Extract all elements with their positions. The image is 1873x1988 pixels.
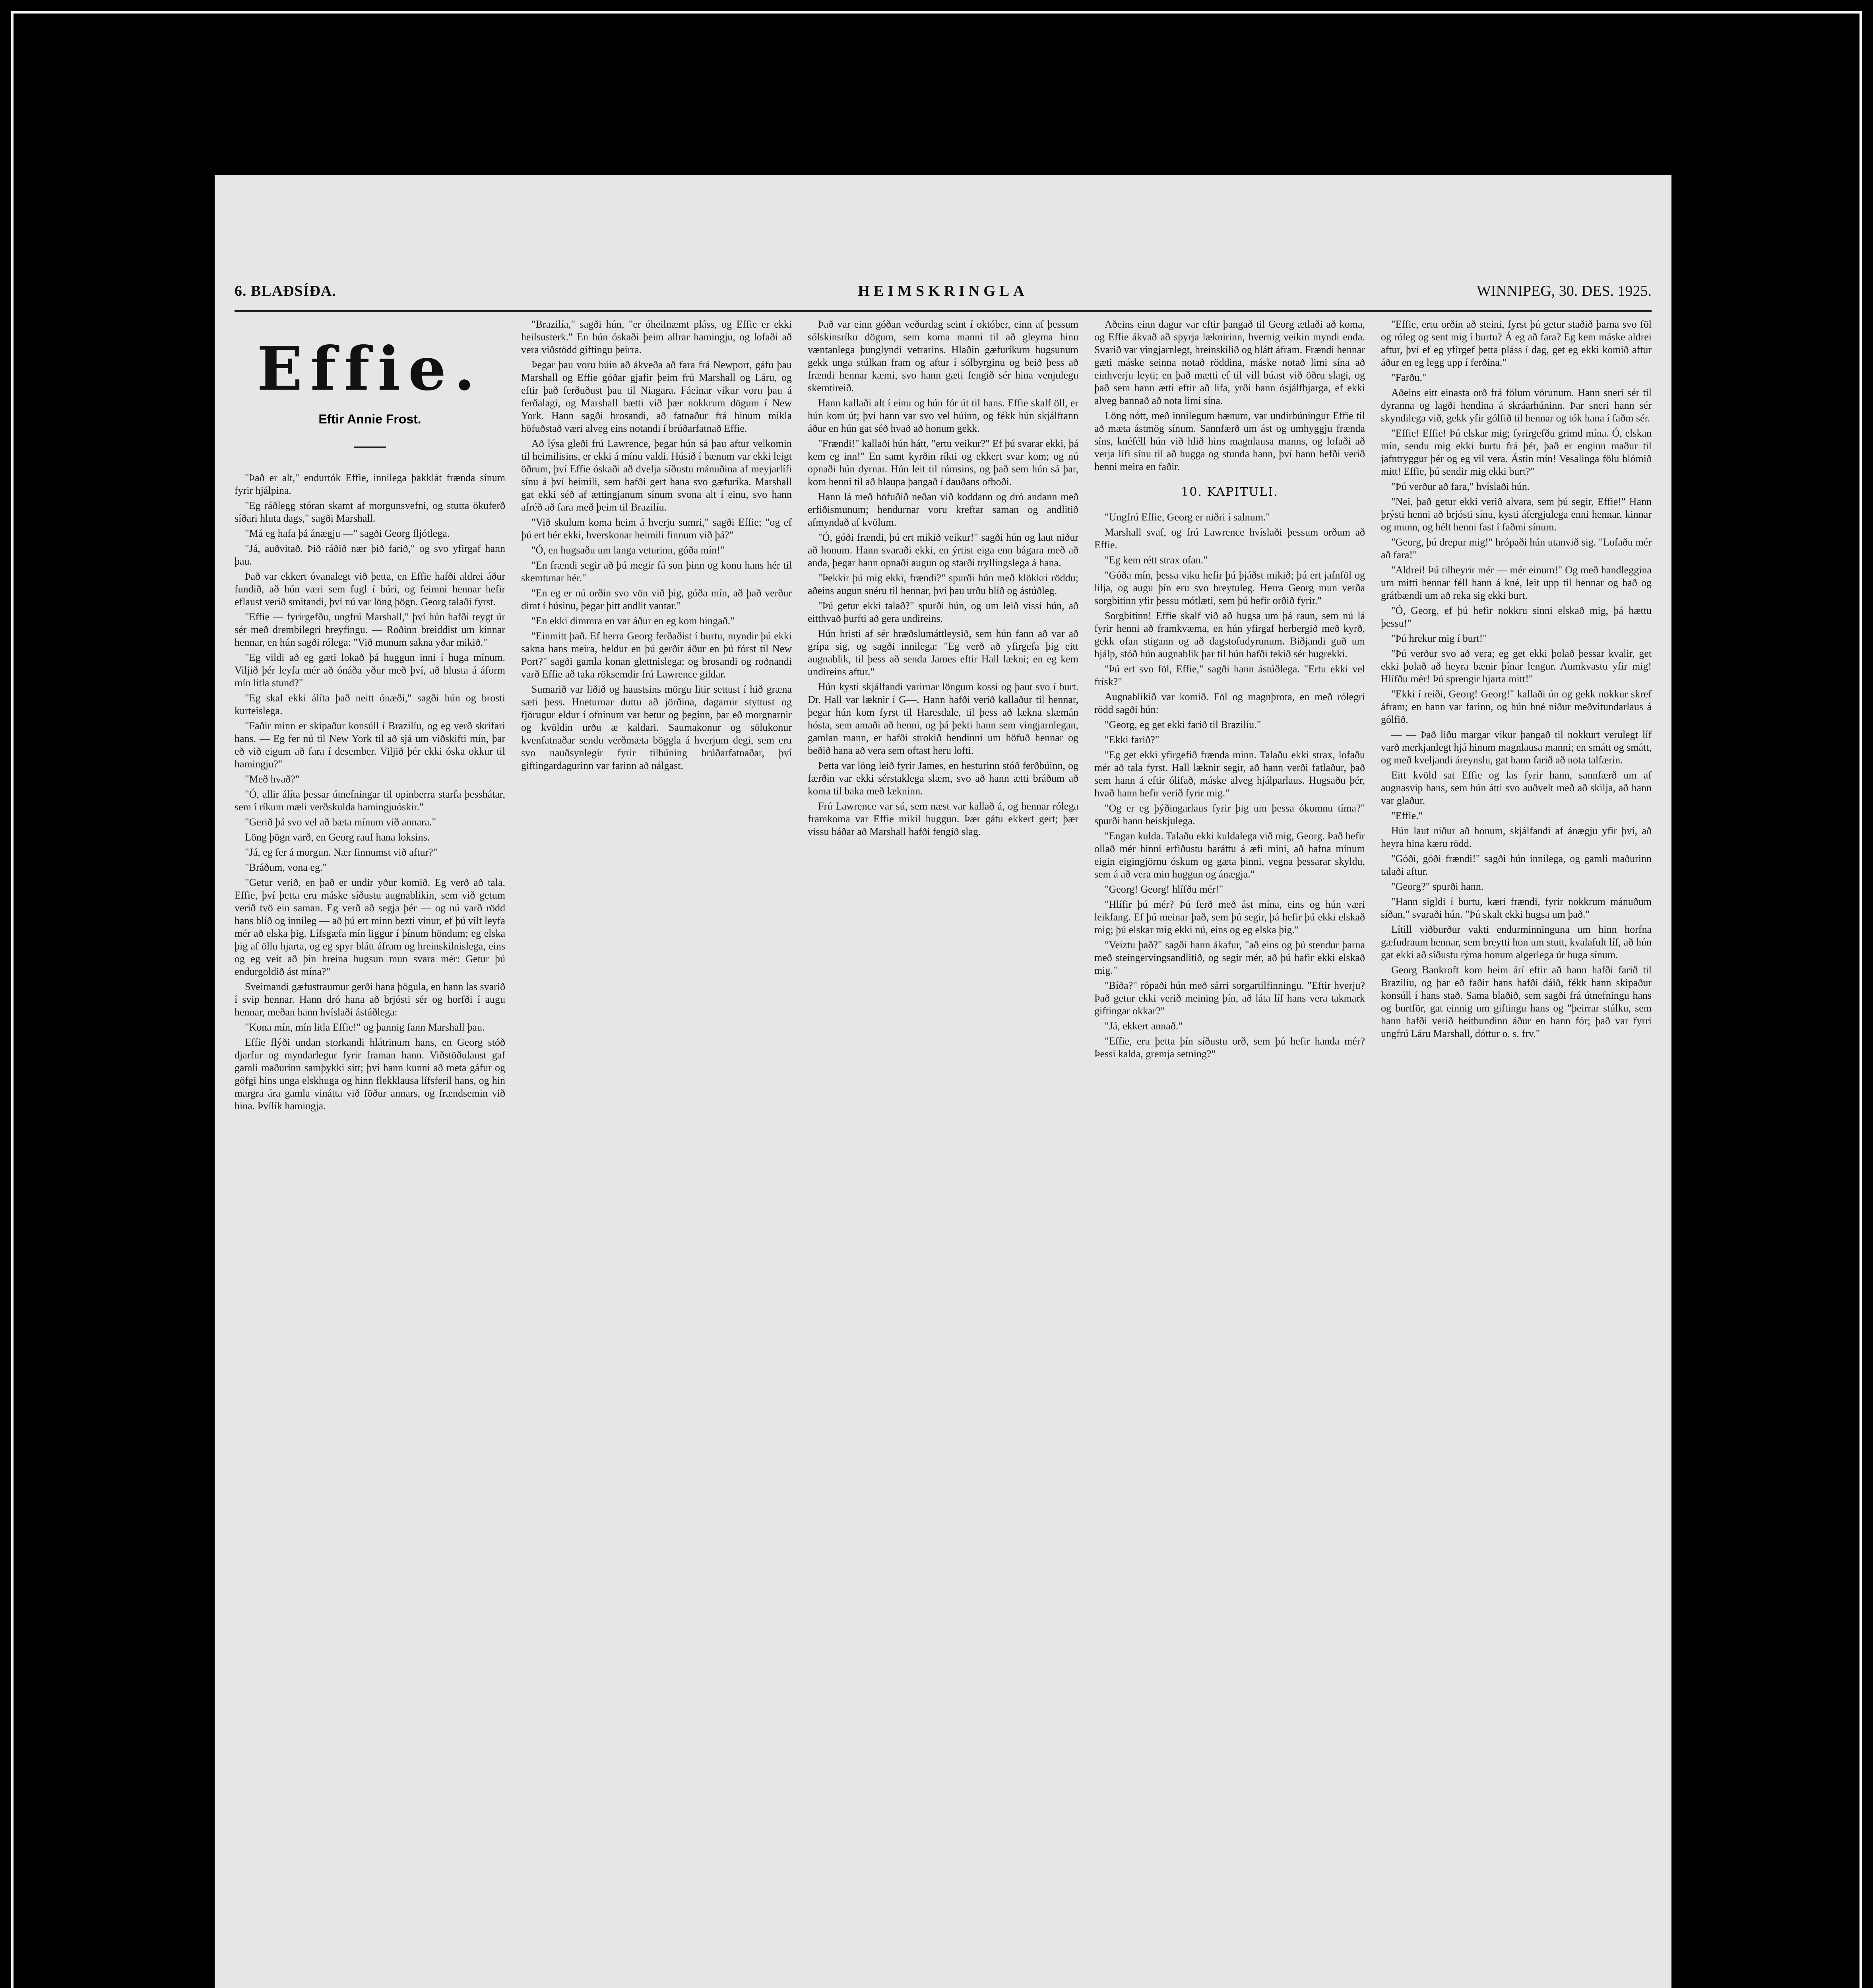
paragraph: "Ungfrú Effie, Georg er niðri í salnum." [1105,511,1270,523]
paragraph: "Bíða?" rópaði hún með sárri sorgartilfinningu. "Eftir hverju? Það getur ekki verið meining þín, að láta líf hans vera takmark giftingar okkar?" [1094,980,1365,1017]
column-2-text [521,318,792,772]
paragraph: "Bráðum, vona eg." [245,862,327,873]
paragraph: "Þekkir þú mig ekki, frændi?" spurði hún með klökkri röddu; aðeins augun snéru til hennar, því þau urðu blíð og ástúðleg. [808,572,1078,596]
masthead [235,282,1652,306]
paragraph: Frú Lawrence var sú, sem næst var kallað á, og hennar rólega framkoma var Effie mikil huggun. Þær gátu ekkert gert; þær vissu báðar að Marshall hafði fengið slag. [808,800,1078,837]
paragraph: Hann lá með höfuðið neðan við koddann og dró andann með erfiðismunum; hendurnar voru kreftar saman og andlitið afmyndað af kvölum. [808,491,1078,528]
paragraph: Það var einn góðan veðurdag seint í október, einn af þessum sólskinsríku dögum, sem koma manni til að gleyma hinu væntanlega þunglyndi vetrarins. Hlaðin gæfuríkum hugsunum gekk unga stúlkan fram og aftur í sólbyrginu og beið þess að frændi hennar kæmi, svo hann gæti fengið sér hina venjulegu skemtireið. [808,318,1078,394]
paragraph: "Veiztu það?" sagði hann ákafur, "að eins og þú stendur þarna með steingervingsandlitið, og segir mér, að þú hafir ekki elskað mig." [1094,939,1365,976]
column-5 [1381,318,1652,1988]
paragraph: "Georg! Georg! hlífðu mér!" [1105,883,1223,895]
paragraph: "Þú verður svo að vera; eg get ekki þolað þessar kvalir, get ekki þolað að heyra bænir þínar lengur. Aumkvastu yfir mig! Hlífðu mér! Þú sprengir hjarta mitt!" [1381,648,1652,685]
paragraph: Hún hristi af sér hræðslumáttleysið, sem hún fann að var að grípa sig, og sagði innilega: "Eg verð að yfirgefa þig eitt augnablik, til þess að senda James eftir Hall lækni; en eg kem undireins aftur." [808,628,1078,678]
paragraph: "Ekki farið?" [1105,734,1159,746]
paragraph: "Ó, góði frændi, þú ert mikið veikur!" sagði hún og laut niður að honum. Hann svaraði ekki, en ýrtist eiga enn bágara með að anda, þegar hann opnaði augun og starði tryllingslega á hana. [808,532,1078,569]
paragraph: "Þú hrekur mig í burt!" [1391,633,1487,644]
paragraph: Að lýsa gleði frú Lawrence, þegar hún sá þau aftur velkomin til heimilisins, er ekki á mínu valdi. Húsið í bænum var ekki leigt öðrum, því Effie óskaði að dvelja síðustu mánuðina af meyjarlífi sínu á því heimili, sem hafði gert hana svo gæfuríka. Marshall gat ekki séð af ættingjanum sínum svona alt í einu, svo hann afréð að fara með þeim til Brazilíu. [521,438,792,513]
column-3 [808,318,1078,1988]
article-columns [235,318,1652,1988]
paragraph: "Farðu." [1391,372,1427,383]
paragraph: "Getur verið, en það er undir yður komið. Eg verð að tala. Effie, því þetta eru máske síðustu augnablikin, sem við getum verið tvö ein saman. Eg verð að segja þér — og nú varð rödd hans blíð og innileg — að þú ert minn bezti vinur, ef þú vilt leyfa mér að elska þig. Lífsgæfa mín liggur í þínum höndum; eg elska þig af öllu hjarta, og eg spyr blátt áfram og hreinskilnislega, eins og eg veit að þín hreina hugsun mun svara mér: Getur þú endurgoldið ást mína?" [235,877,505,977]
paragraph: "Nei, það getur ekki verið alvara, sem þú segir, Effie!" Hann þrýsti henni að brjósti sínu, kysti áfergjulega enni hennar, kinnar og munn, og hélt henni fast í faðmi sínum. [1381,496,1652,533]
paragraph: "Eg vildi að eg gæti lokað þá huggun inni í huga mínum. Viljið þér leyfa mér að ónáða yður með því, að hlusta á áform mín litla stund?" [235,652,505,689]
newspaper-page [215,175,1671,1988]
paragraph: "Effie." [1391,810,1423,821]
chapter-heading: 10. KAPITULI. [1181,485,1278,499]
paragraph: Löng þögn varð, en Georg rauf hana loksins. [245,831,430,843]
paragraph: "Aldrei! Þú tilheyrir mér — mér einum!" Og með handleggina um mitti hennar féll hann á kné, leit upp til hennar og bað og grátbændi um að reka sig ekki burt. [1381,564,1652,601]
paragraph: Georg Bankroft kom heim árí eftir að hann hafði farið til Brazilíu, og þar eð faðir hans hafði dáið, fékk hann skipaður konsúll í hans stað. Sama blaðið, sem sagði frá útnefningu hans og burtför, gat einnig um giftingu hans og "þeirrar stúlku, sem hann hafði verið heitbundinn áður en hann fór; það var fyrri ungfrú Láru Marshall, dóttur o. s. frv." [1381,964,1652,1039]
paragraph: Hann kallaði alt í einu og hún fór út til hans. Effie skalf öll, er hún kom út; því hann var svo vel búinn, og fékk hún skjálftann áður en hún gat séð hvað að honum gekk. [808,397,1078,434]
paragraph: "Þú ert svo föl, Effie," sagði hann ástúðlega. "Ertu ekki vel frísk?" [1094,663,1365,687]
paragraph: "Já, ekkert annað." [1105,1020,1183,1032]
paragraph: Hún laut niður að honum, skjálfandi af ánægju yfir því, að heyra hina kæru rödd. [1381,825,1652,849]
paragraph: "Effie, eru þetta þín síðustu orð, sem þú hefir handa mér? Þessi kalda, gremja setning?" [1094,1035,1365,1060]
paragraph: "Frændi!" kallaði hún hátt, "ertu veikur?" Ef þú svarar ekki, þá kem eg inn!" En samt kyrðin ríkti og ekkert svar kom; og nú opnaði hún dyrnar. Hún leit til rúmsins, og það sem hún sá þar, kom henni til að hlaupa þangað í dauðans ofboði. [808,438,1078,487]
paragraph: "Georg, þú drepur mig!" hrópaði hún utanvið sig. "Lofaðu mér að fara!" [1381,536,1652,561]
paragraph: "Við skulum koma heim á hverju sumri," sagði Effie; "og ef þú ert hér ekki, hverskonar heimili finnum við þá?" [521,516,792,541]
paragraph: Aðeins eitt einasta orð frá fölum vörunum. Hann sneri sér til dyranna og lagði hendina á skráarhúninn. Þar sneri hann sér skyndilega við, gekk yfir gólfið til hennar og tók hana í faðm sér. [1381,387,1652,424]
article-title: Effie. [257,334,483,404]
paragraph: "Brazilía," sagði hún, "er óheilnæmt pláss, og Effie er ekki heilsusterk." En hún óskaði þeim allrar hamingju, og lofaði að vera viðstödd giftingu þeirra. [521,318,792,355]
paragraph: "Effie, ertu orðin að steini, fyrst þú getur staðið þarna svo föl og róleg og sent mig í burtu? Á eg að fara? Eg kem máske aldrei aftur, því ef eg yfirgef þetta pláss í dag, get eg ekki komið aftur áður en eg legg upp í ferðina." [1381,318,1652,368]
column-4-text-top [1094,318,1365,473]
paragraph: Hún kysti skjálfandi varirnar löngum kossi og þaut svo í burt. Dr. Hall var læknir í G—. Hann hafði verið kallaður til hennar, þegar hún kom fyrst til Haresdale, til þess að lækna slæmán hósta, sem amaði að henni, og þá þekti hann sem vingjarnlegan, gamlan mann, er hafði strokið hendinni um höfuð hennar og beðið hana að vera sem oftast heru lofti. [808,681,1078,756]
paragraph: "Faðir minn er skipaður konsúll í Brazilíu, og eg verð skrifari hans. — Eg fer nú til New York til að sjá um viðskifti mín, þar eð við eigum að fara í desember. Viljið þér ekki óska okkur til hamingju?" [235,720,505,770]
paragraph: "Og er eg þýðingarlaus fyrir þig um þessa ókomnu tíma?" spurði hann beiskjulega. [1094,802,1365,827]
paragraph: "Ó, Georg, ef þú hefir nokkru sinni elskað mig, þá hættu þessu!" [1381,605,1652,629]
paragraph: "Georg, eg get ekki farið til Brazilíu." [1105,719,1261,730]
paragraph: "Já, eg fer á morgun. Nær finnumst við aftur?" [245,846,438,858]
paragraph: "En frændi segir að þú megir fá son þinn og konu hans hér til skemtunar hér." [521,559,792,584]
title-rule [354,447,386,448]
paragraph: "En ekki dimmra en var áður en eg kom hingað." [531,615,735,627]
paragraph: Löng nótt, með innilegum bænum, var undirbúningur Effie til að mæta ástmög sínum. Sannfærð um ást og umhyggju frænda síns, knéféll hún við hlið hins magnlausa manns, og lofaði að verja lífi sínu til að hugga og stunda hann, því hann hefði verið henni meira en faðir. [1094,410,1365,472]
paragraph: Eitt kvöld sat Effie og las fyrir hann, sannfærð um af augnasvip hans, sem hún átti svo auðvelt með að skilja, að hann var glaður. [1381,769,1652,806]
paragraph: Þetta var löng leið fyrir James, en hesturinn stóð ferðbúinn, og færðin var ekki sérstaklega slæm, svo að hann ætti bráðum að koma til baka með lækninn. [808,760,1078,797]
paragraph: "Þú verður að fara," hvíslaði hún. [1391,481,1530,492]
column-5-text [1381,318,1652,1040]
paragraph: "Já, auðvitað. Þið ráðið nær þið farið," og svo yfirgaf hann þau. [235,543,505,567]
paragraph: "Hlífir þú mér? Þú ferð með ást mína, eins og hún væri leikfang. Ef þú meinar það, sem þú segir, þá hefir þú ekki elskað mig; þú elskar mig ekki nú, eins og eg elska þig." [1094,899,1365,936]
paragraph: Þegar þau voru búin að ákveða að fara frá Newport, gáfu þau Marshall og Effie góðar gjafir þeim frú Marshall og Láru, og eftir það ferðuðust þau til Niagara. Fáeinar vikur voru þau á ferðalagi, og Marshall bætti við þær nokkrum dögum í New York. Hann sagði brosandi, að fatnaður frá hinum mikla höfuðstað væri alveg eins notandi í brúðarfatnað Effie. [521,359,792,434]
paragraph: "Einmitt það. Ef herra Georg ferðaðist í burtu, myndir þú ekki sakna hans meira, heldur en þú gerðir áður en þú fórst til New Port?" sagði gamla konan glettnislega; og brosandi og roðnandi varð Effie að taka röksemdir frú Lawrence gildar. [521,630,792,680]
paragraph: "Effie! Effie! Þú elskar mig; fyrirgefðu grimd mína. Ó, elskan mín, sendu mig ekki burtu frá þér, það er enginn maður til jafntryggur þér og eg vil vera. Ástin mín! Vesalinga fölu blómið mitt! Effie, þú sendir mig ekki burt?" [1381,427,1652,477]
column-4 [1094,318,1365,1988]
paragraph: Augnablikið var komið. Föl og magnþrota, en með rólegri rödd sagði hún: [1094,691,1365,715]
paragraph: "Georg?" spurði hann. [1391,881,1484,892]
masthead-rule [235,310,1652,312]
column-1-text [235,472,505,1112]
paragraph: Sorgbitinn! Effie skalf við að hugsa um þá raun, sem nú lá fyrir henni að framkvæma, en hún yfirgaf herbergið með kyrð, gekk ofan stigann og að dagstofudyrunum. Biðjandi guð um hjálp, stóð hún augnablik þar til hún hafði tekið sér hugrekki. [1094,610,1365,660]
paragraph: Lítill viðburður vakti endurminninguna um hinn horfna gæfudraum hennar, sem breytti hon um stutt, kvalafult líf, að hún gat ekki að síðustu rýma honum algerlega úr huga sínum. [1381,924,1652,961]
paragraph: "Góða mín, þessa viku hefir þú þjáðst mikið; þú ert jafnföl og lilja, og augu þín eru svo breytuleg. Herra Georg mun verða sorgbitinn yfir þessu mótlæti, sem þú hefir orðið fyrir." [1094,569,1365,606]
paragraph: "En eg er nú orðin svo vön við þig, góða mín, að það verður dimt í húsinu, þegar þitt andlit vantar." [521,587,792,612]
paragraph: Effie flýði undan storkandi hlátrinum hans, en Georg stóð djarfur og myndarlegur fyrir framan hann. Viðstöðulaust gaf gamli maðurinn samþykki sitt; því hann kunni að meta gáfur og göfgi hins unga elskhuga og hinn flekklausa lífsferil hans, og hin margra ára gamla vinátta við föður annars, og frændsemin við hina. Þvílík hamingja. [235,1037,505,1112]
dateline: WINNIPEG, 30. DES. 1925. [1476,283,1652,299]
paragraph: "Ekki í reiði, Georg! Georg!" kallaði ún og gekk nokkur skref áfram; en hann var farinn, og hún hné niður meðvitundarlaus á gólfið. [1381,688,1652,725]
column-1 [235,318,505,1988]
column-2 [521,318,792,1988]
page-label: 6. BLAÐSÍÐA. [235,283,336,299]
paragraph: "Effie — fyrirgefðu, ungfrú Marshall," því hún hafði teygt úr sér með drembilegri hreyfingu. — Roðinn breiddist um kinnar hennar, en hún sagði rólega: "Við munum sakna yðar mikið." [235,611,505,648]
paragraph: Sumarið var liðið og haustsins mörgu litir settust í hið græna sæti þess. Hneturnar duttu að jörðina, dagarnir styttust og fjörugur eldur í ofninum var betur og þeginn, þar eð morgnarnir og kvöldin urðu æ kaldari. Saumakonur og sölukonur kvenfatnaðar sendu verðmæta böggla á hverjum degi, sem eru svo nauðsynlegir fyrir tilbúning brúðarfatnaðar, því giftingardagurinn var farinn að nálgast. [521,683,792,771]
column-3-text [808,318,1078,838]
paragraph: "Það er alt," endurtók Effie, innilega þakklát frænda sínum fyrir hjálpina. [235,472,505,496]
paragraph: "Gerið þá svo vel að bæta mínum við annara." [245,816,436,828]
paragraph: "Þú getur ekki talað?" spurði hún, og um leið vissi hún, að eitthvað þurfti að gera undireins. [808,600,1078,624]
paragraph: "Eg get ekki yfirgefið frænda minn. Talaðu ekki strax, lofaðu mér að tala fyrst. Hall læknir segir, að hann verði fatlaður, það sem hann á eftir ólifað, máske alveg hjálparlaus. Hugsaðu þér, hvað hann hefir verið fyrir mig." [1094,749,1365,799]
paragraph: "Engan kulda. Talaðu ekki kuldalega við mig, Georg. Það hefir ollað mér hinni erfiðustu baráttu á æfi mini, að hafna mínum eigin eigingjörnu óskum og gæta þinni, vegna þessarar skyldu, sem á að vera min huggun og ánægja." [1094,830,1365,880]
paragraph: Það var ekkert óvanalegt við þetta, en Effie hafði aldrei áður fundið, að hún væri sem fugl í búri, og feimni hennar hefir eflaust verið smitandi, því nú var löng þögn. Georg talaði fyrst. [235,571,505,608]
paragraph: "Eg ráðlegg stóran skamt af morgunsvefni, og stutta ökuferð síðari hluta dags," sagði Marshall. [235,500,505,524]
paragraph: "Eg kem rétt strax ofan." [1105,554,1208,566]
paragraph: "Eg skal ekki álíta það neitt ónæði," sagði hún og brosti kurteislega. [235,692,505,716]
paragraph: "Ó, allir álíta þessar útnefningar til opinberra starfa þesshátar, sem í ríkum mæli verðskulda hamingjuóskir." [235,788,505,813]
paragraph: Marshall svaf, og frú Lawrence hvíslaði þessum orðum að Effie. [1094,526,1365,551]
column-4-text [1094,511,1365,1060]
paragraph: "Kona mín, mín litla Effie!" og þannig fann Marshall þau. [245,1021,485,1033]
paragraph: — — Það liðu margar vikur þangað til nokkurt verulegt líf varð merkjanlegt hjá hinum magnlausa manni; en smátt og smátt, og með kveljandi áreynslu, gat hann farið að nota talfærin. [1381,729,1652,766]
paragraph: "Ó, en hugsaðu um langa veturinn, góða mín!" [531,544,725,556]
paragraph: "Með hvað?" [245,773,300,785]
paragraph: Aðeins einn dagur var eftir þangað til Georg ætlaði að koma, og Effie ákvað að spyrja læknirinn, hvernig veikin myndi enda. Svarið var vingjarnlegt, hreinskilið og blátt áfram. Frændi hennar gæti máske seinna notað röddina, máske notað limi sína að einhverju leyti; en það mætti ef til vill búast við öðru slagi, og það sem hann ætti eftir að lifa, yrði hann ósjálfbjarga, ef ekki alveg bannað að nota limi sína. [1094,318,1365,406]
article-byline: Eftir Annie Frost. [318,412,421,426]
paragraph: "Hann sigldi í burtu, kæri frændi, fyrir nokkrum mánuðum síðan," svaraði hún. "Þú skalt ekki hugsa um það." [1381,896,1652,920]
paragraph: "Má eg hafa þá ánægju —" sagði Georg fljótlega. [245,528,450,539]
paragraph: "Góði, góði frændi!" sagði hún innilega, og gamli maðurinn talaði aftur. [1381,853,1652,877]
paragraph: Sveimandi gæfustraumur gerði hana þögula, en hann las svarið í svip hennar. Hann dró hana að brjósti sér og horfði í augu hennar, meðan hann hvíslaði ástúðlega: [235,981,505,1018]
newspaper-name: HEIMSKRINGLA [858,283,1028,299]
